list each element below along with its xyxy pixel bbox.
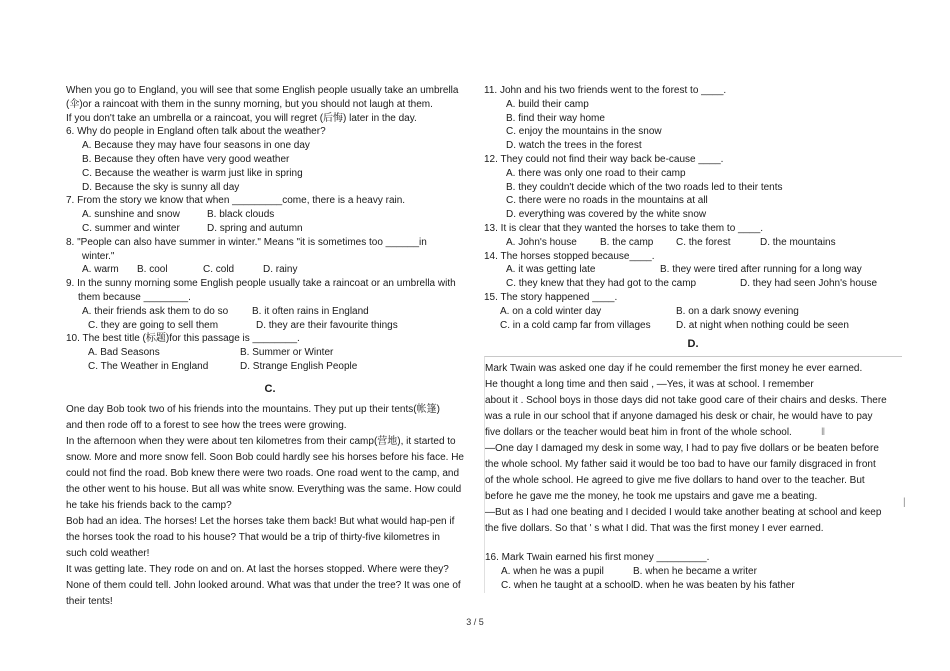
passage-c-line: the horses took the road to his house? That would be a trip of thirty-five kilometres in (66, 531, 440, 543)
question-14-options-row (484, 263, 902, 277)
question-15-option-b: B. on a dark snowy evening (676, 305, 799, 317)
question-14-option-d: D. they had seen John's house (740, 278, 878, 290)
question-9-option-d: D. they are their favourite things (256, 319, 398, 331)
passage-c-line: such cold weather! (66, 547, 150, 559)
passage-d-line: before he gave me the money, he took me upstairs and gave me a beating. (485, 491, 818, 503)
passage-c-line: It was getting late. They rode on and on. At last the horses stopped. Where were they? (66, 563, 449, 575)
passage-c-line: In the afternoon when they were about ten kilometres from their camp(营地), it started to (66, 435, 456, 447)
question-16-options-row (485, 579, 902, 593)
question-16-option-d: D. when he was beaten by his father (633, 579, 795, 591)
question-16-option-b: B. when he became a writer (633, 566, 757, 578)
passage-d-line: five dollars or the teacher would beat him in front of the whole school. (485, 427, 792, 439)
passage-d-line: Mark Twain was asked one day if he could remember the first money he ever earned. (485, 363, 863, 375)
question-15-stem: 15. The story happened ____. (484, 291, 618, 303)
question-16-stem: 16. Mark Twain earned his first money _________. (485, 552, 710, 564)
passage-c-line: and then rode off to a forest to see how the trees were growing. (66, 419, 347, 431)
question-11-option: D. watch the trees in the forest (506, 140, 642, 152)
left-column (66, 84, 474, 610)
passage-d-box (484, 356, 906, 592)
question-14-stem: 14. The horses stopped because____. (484, 250, 655, 262)
question-16-options-row (485, 565, 902, 579)
question-7-option-b: B. black clouds (207, 209, 275, 221)
passage-c-line: could not find the road. Bob knew there were two roads. One road went to the camp, and (66, 467, 460, 479)
passage-d-line: the five dollars. So that ' s what I did. That was the first money I ever earned. (485, 523, 824, 535)
question-11-option: C. enjoy the mountains in the snow (506, 126, 662, 138)
passage-c-line: he take his friends back to the camp? (66, 499, 232, 511)
scan-mark-icon: | (903, 497, 906, 509)
question-8-option-b: B. cool (137, 264, 168, 276)
question-10-option-b: B. Summer or Winter (240, 347, 334, 359)
question-10-stem: 10. The best title (标题)for this passage is ________. (66, 333, 300, 345)
question-11-option: A. build their camp (506, 98, 589, 110)
question-7-option-a: A. sunshine and snow (82, 209, 180, 221)
question-12-option: D. everything was covered by the white snow (506, 209, 707, 221)
question-10-options-row (66, 360, 474, 374)
question-14-option-c: C. they knew that they had got to the camp (506, 278, 697, 290)
question-8-option-a: A. warm (82, 264, 119, 276)
question-16-option-c: C. when he taught at a school (501, 579, 634, 591)
intro-line: (伞)or a raincoat with them in the sunny morning, but you should not laugh at them. (66, 98, 433, 110)
passage-c-line: snow. More and more snow fell. Soon Bob could hardly see his horses before his face. He (66, 451, 464, 463)
question-9-option-b: B. it often rains in England (252, 305, 369, 317)
question-6-option: A. Because they may have four seasons in one day (82, 140, 310, 152)
passage-d-line: He thought a long time and then said , —Yes, it was at school. I remember (485, 379, 814, 391)
question-10-options-row (66, 346, 474, 360)
question-8-option-c: C. cold (203, 264, 235, 276)
question-8-stem: winter." (82, 250, 115, 262)
question-9-option-a: A. their friends ask them to do so (82, 305, 229, 317)
question-8-options-row (66, 263, 474, 277)
question-13-options-row (484, 236, 902, 250)
question-14-option-b: B. they were tired after running for a long way (660, 264, 862, 276)
intro-line: If you don't take an umbrella or a raincoat, you will regret (后悔) later in the day. (66, 112, 417, 124)
question-15-option-c: C. in a cold camp far from villages (500, 319, 651, 331)
question-15-option-d: D. at night when nothing could be seen (676, 319, 849, 331)
question-7-option-d: D. spring and autumn (207, 222, 303, 234)
passage-c-line: the other went to his house. But all was white snow. Everything was the same. How could (66, 483, 462, 495)
question-14-options-row (484, 277, 902, 291)
passage-d-line: —But as I had one beating and I decided I would take another beating at school and keep (485, 507, 882, 519)
page-number: 3 / 5 (466, 617, 484, 627)
question-13-option-d: D. the mountains (760, 236, 836, 248)
passage-d-line: about it . School boys in those days did not take good care of their chairs and desks. There (485, 395, 887, 407)
question-7-options-row (66, 222, 474, 236)
question-6-stem: 6. Why do people in England often talk about the weather? (66, 126, 326, 138)
question-12-option: B. they couldn't decide which of the two roads led to their tents (506, 181, 783, 193)
question-8-stem: 8. "People can also have summer in winter." Means "it is sometimes too ______in (66, 236, 427, 248)
question-9-options-row (66, 305, 474, 319)
question-9-options-row (66, 319, 474, 333)
right-column (484, 84, 906, 593)
question-6-option: B. Because they often have very good weather (82, 153, 290, 165)
passage-d-line: the whole school. My father said it would be too bad to have our family disgraced in front (485, 459, 876, 471)
passage-d-line: —One day I damaged my desk in some way, I had to pay five dollars or be beaten before (485, 443, 879, 455)
question-15-options-row (484, 319, 902, 333)
passage-c-line: One day Bob took two of his friends into the mountains. They put up their tents(帐篷) (66, 403, 440, 415)
question-7-options-row (66, 208, 474, 222)
question-6-option: C. Because the weather is warm just like in spring (82, 167, 303, 179)
question-13-option-b: B. the camp (600, 236, 654, 248)
question-14-option-a: A. it was getting late (506, 264, 596, 276)
question-11-stem: 11. John and his two friends went to the forest to ____. (484, 85, 727, 96)
question-7-option-c: C. summer and winter (82, 222, 180, 234)
passage-c-line: Bob had an idea. The horses! Let the horses take them back! But what would hap-pen if (66, 515, 455, 527)
question-13-stem: 13. It is clear that they wanted the horses to take them to ____. (484, 222, 764, 234)
question-15-options-row (484, 305, 902, 319)
question-10-option-d: D. Strange English People (240, 360, 358, 372)
passage-d-line: was a rule in our school that if anyone damaged his desk or chair, he would have to pay (485, 411, 873, 423)
question-9-stem: 9. In the sunny morning some English people usually take a raincoat or an umbrella with (66, 278, 456, 290)
question-16-option-a: A. when he was a pupil (501, 566, 604, 578)
question-8-option-d: D. rainy (263, 264, 298, 276)
passage-c-line: their tents! (66, 595, 113, 607)
question-13-option-c: C. the forest (676, 236, 731, 248)
question-11-option: B. find their way home (506, 112, 605, 124)
question-9-stem: them because ________. (78, 291, 191, 303)
question-6-option: D. Because the sky is sunny all day (82, 181, 240, 193)
question-13-option-a: A. John's house (506, 236, 577, 248)
passage-c-line: None of them could tell. John looked around. What was that under the tree? It was one of (66, 579, 461, 591)
question-9-option-c: C. they are going to sell them (88, 319, 219, 331)
scan-mark-icon: ‖ (821, 427, 826, 439)
question-10-option-c: C. The Weather in England (88, 360, 209, 372)
question-15-option-a: A. on a cold winter day (500, 305, 602, 317)
question-7-stem: 7. From the story we know that when _________come, there is a heavy rain. (66, 195, 406, 207)
intro-line: When you go to England, you will see that some English people usually take an umbrella (66, 85, 459, 96)
section-d-title: D. (687, 338, 699, 351)
section-c-title: C. (264, 382, 276, 395)
question-12-option: C. there were no roads in the mountains at all (506, 195, 708, 207)
question-10-option-a: A. Bad Seasons (88, 347, 160, 359)
question-12-stem: 12. They could not find their way back be-cause ____. (484, 153, 724, 165)
passage-d-line: of the whole school. He agreed to give me five dollars to hand over to the teacher. But (485, 475, 865, 487)
question-12-option: A. there was only one road to their camp (506, 167, 686, 179)
